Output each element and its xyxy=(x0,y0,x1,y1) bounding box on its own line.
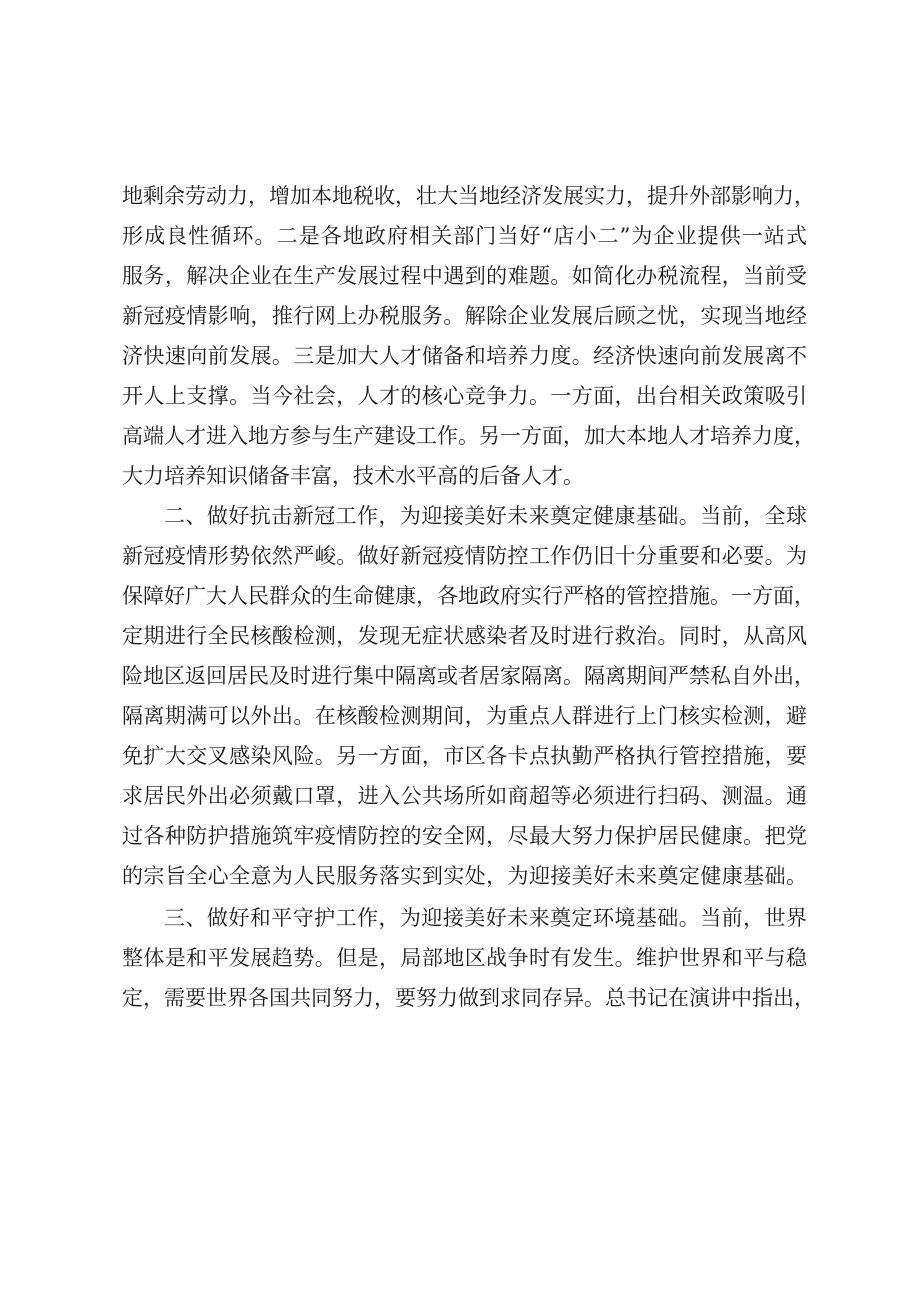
text-line: 求居民外出必须戴口罩，进入公共场所如商超等必须进行扫码、测温。通 xyxy=(122,784,807,808)
text-line: 的宗旨全心全意为人民服务落实到实处，为迎接美好未来奠定健康基础。 xyxy=(122,864,807,888)
text-line: 三、做好和平守护工作，为迎接美好未来奠定环境基础。当前，世界 xyxy=(164,906,807,930)
text-line: 保障好广大人民群众的生命健康，各地政府实行严格的管控措施。一方面， xyxy=(122,584,815,608)
document-body xyxy=(122,176,815,1018)
text-line: 二、做好抗击新冠工作，为迎接美好未来奠定健康基础。当前，全球 xyxy=(164,504,807,528)
text-line: 新冠疫情形势依然严峻。做好新冠疫情防控工作仍旧十分重要和必要。为 xyxy=(122,544,807,568)
text-line: 整体是和平发展趋势。但是，局部地区战争时有发生。维护世界和平与稳 xyxy=(122,946,807,970)
paragraph-2 xyxy=(122,496,815,896)
text-line: 免扩大交叉感染风险。另一方面，市区各卡点执勤严格执行管控措施，要 xyxy=(122,744,807,768)
text-line: 开人上支撑。当今社会，人才的核心竞争力。一方面，出台相关政策吸引 xyxy=(122,384,807,408)
text-line: 定期进行全民核酸检测，发现无症状感染者及时进行救治。同时，从高风 xyxy=(122,624,807,648)
paragraph-3 xyxy=(122,898,815,1018)
text-line: 险地区返回居民及时进行集中隔离或者居家隔离。隔离期间严禁私自外出， xyxy=(122,664,815,688)
text-line: 定，需要世界各国共同努力，要努力做到求同存异。总书记在演讲中指出， xyxy=(122,986,815,1010)
text-line: 地剩余劳动力，增加本地税收，壮大当地经济发展实力，提升外部影响力， xyxy=(122,184,815,208)
text-line: 服务，解决企业在生产发展过程中遇到的难题。如简化办税流程，当前受 xyxy=(122,264,807,288)
text-line: 形成良性循环。二是各地政府相关部门当好“店小二”为企业提供一站式 xyxy=(122,224,807,248)
text-line: 高端人才进入地方参与生产建设工作。另一方面，加大本地人才培养力度， xyxy=(122,424,815,448)
text-line: 新冠疫情影响，推行网上办税服务。解除企业发展后顾之忧，实现当地经 xyxy=(122,304,807,328)
text-line: 过各种防护措施筑牢疫情防控的安全网，尽最大努力保护居民健康。把党 xyxy=(122,824,807,848)
text-line: 济快速向前发展。三是加大人才储备和培养力度。经济快速向前发展离不 xyxy=(122,344,807,368)
paragraph-1 xyxy=(122,176,815,496)
text-line: 大力培养知识储备丰富，技术水平高的后备人才。 xyxy=(122,464,584,488)
text-line: 隔离期满可以外出。在核酸检测期间，为重点人群进行上门核实检测，避 xyxy=(122,704,807,728)
